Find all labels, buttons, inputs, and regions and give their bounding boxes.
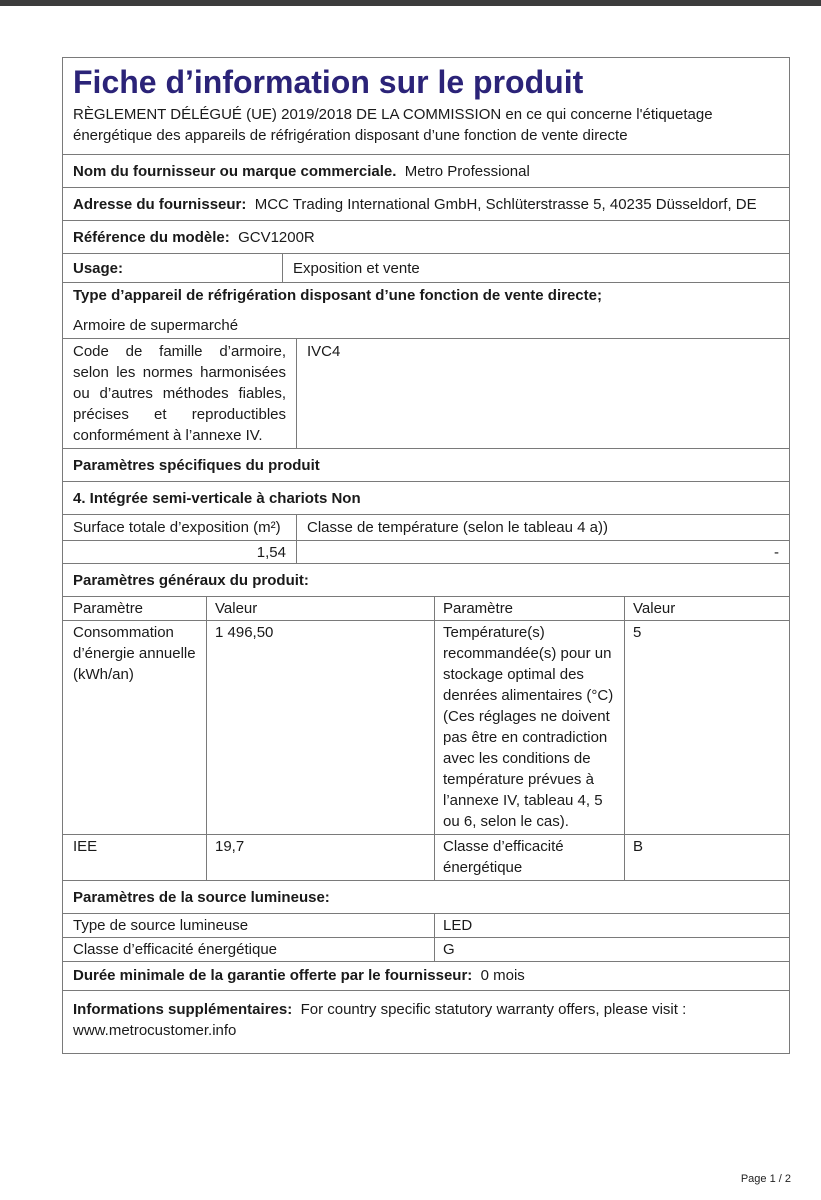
supplier-value: Metro Professional xyxy=(404,163,530,180)
recommended-temperature-value: 5 xyxy=(624,621,789,834)
surface-row xyxy=(63,515,789,541)
surface-value: 1,54 xyxy=(256,544,286,561)
header-value: Valeur xyxy=(206,597,434,620)
family-row xyxy=(63,339,789,449)
warranty-label: Durée minimale de la garantie offerte par le fournisseur: xyxy=(73,967,473,984)
model-label: Référence du modèle: xyxy=(73,229,230,246)
usage-value: Exposition et vente xyxy=(282,254,789,282)
light-type-label: Type de source lumineuse xyxy=(73,917,249,934)
page-number: Page 1 / 2 xyxy=(740,1173,791,1185)
supplier-label: Nom du fournisseur ou marque commerciale. xyxy=(73,163,397,180)
window-top-bar xyxy=(0,0,821,6)
energy-consumption-value: 1 496,50 xyxy=(206,621,434,834)
energy-class-label: Classe d’efficacité énergétique xyxy=(434,835,624,880)
address-value: MCC Trading International GmbH, Schlüterstrasse 5, 40235 Düsseldorf, DE xyxy=(254,196,757,213)
type-value: Armoire de supermarché xyxy=(73,317,239,334)
header-value-2: Valeur xyxy=(624,597,789,620)
light-class-value: G xyxy=(434,938,789,961)
regulation-subtitle: RÈGLEMENT DÉLÉGUÉ (UE) 2019/2018 DE LA COMMISSION en ce qui concerne l'étiquetage énergétique des appareils de réfrigération disposant d’une fonction de vente directe xyxy=(73,106,713,144)
warranty-value: 0 mois xyxy=(480,967,525,984)
header-section xyxy=(63,58,789,155)
type-section xyxy=(63,283,789,339)
family-label: Code de famille d’armoire, selon les normes harmonisées ou d’autres méthodes fiables, précises et reproductibles conformément à l’annexe IV. xyxy=(73,343,286,444)
address-label: Adresse du fournisseur: xyxy=(73,196,247,213)
light-type-row xyxy=(63,914,789,938)
general-table-row-1 xyxy=(63,621,789,835)
energy-consumption-label: Consommation d’énergie annuelle (kWh/an) xyxy=(73,624,196,683)
temperature-class-value: - xyxy=(296,541,789,563)
category-row: 4. Intégrée semi-verticale à chariots Non xyxy=(63,482,789,515)
recommended-temperature-label: Température(s) recommandée(s) pour un stockage optimal des denrées alimentaires (°C) (Ces réglages ne doivent pas être en contradiction avec les conditions de température prévues à l’annexe IV, tableau 4, 5 ou 6, selon le cas). xyxy=(434,621,624,834)
temperature-class-label: Classe de température (selon le tableau 4 a)) xyxy=(296,515,789,540)
light-class-row xyxy=(63,938,789,962)
energy-class-value: B xyxy=(624,835,789,880)
general-table-row-2 xyxy=(63,835,789,881)
address-row xyxy=(63,188,789,221)
header-param-2: Paramètre xyxy=(434,597,624,620)
warranty-row xyxy=(63,962,789,991)
additional-info-label: Informations supplémentaires: xyxy=(73,1001,293,1018)
usage-label: Usage: xyxy=(73,260,124,277)
additional-info-value: For country specific statutory warranty offers, please visit : www.metrocustomer.info xyxy=(73,1001,687,1039)
iee-label: IEE xyxy=(73,838,98,855)
light-class-label: Classe d’efficacité énergétique xyxy=(73,941,278,958)
header-param: Paramètre xyxy=(73,600,144,617)
additional-info-row xyxy=(63,991,789,1053)
iee-value: 19,7 xyxy=(206,835,434,880)
family-value: IVC4 xyxy=(296,339,789,448)
model-value: GCV1200R xyxy=(238,229,315,246)
model-row xyxy=(63,221,789,254)
supplier-row xyxy=(63,155,789,188)
light-params-heading: Paramètres de la source lumineuse: xyxy=(63,881,789,914)
surface-values-row xyxy=(63,541,789,564)
general-params-heading: Paramètres généraux du produit: xyxy=(63,564,789,597)
general-table-header xyxy=(63,597,789,621)
usage-row xyxy=(63,254,789,283)
light-type-value: LED xyxy=(434,914,789,937)
page-title: Fiche d’information sur le produit xyxy=(73,64,584,100)
type-label: Type d’appareil de réfrigération disposant d’une fonction de vente directe; xyxy=(73,287,602,304)
product-information-sheet xyxy=(62,57,790,1054)
surface-label: Surface totale d’exposition (m²) xyxy=(73,519,281,536)
specific-params-heading: Paramètres spécifiques du produit xyxy=(63,449,789,482)
